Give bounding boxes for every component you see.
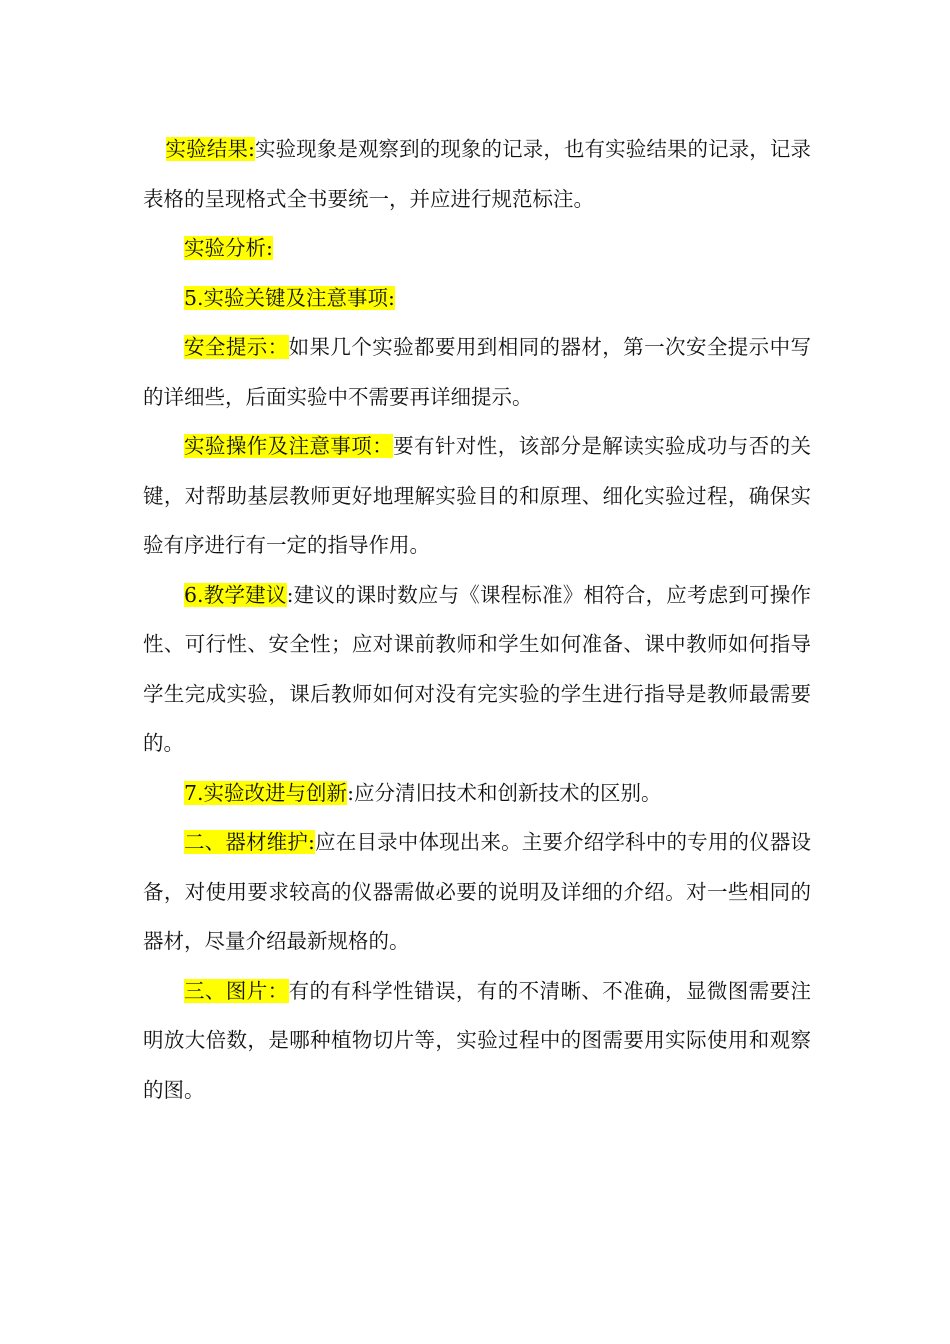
paragraph-operation-notes: [143, 422, 811, 571]
paragraph-experiment-results: [143, 125, 811, 224]
highlighted-heading: 三、图片：: [184, 978, 289, 1003]
paragraph-text: 如果几个实验都要用到相同的器材，第一次安全提示中写的详细些，后面实验中不需要再详细提示。: [143, 335, 812, 409]
highlighted-heading: 安全提示：: [184, 335, 289, 359]
highlighted-heading: 二、器材维护:: [184, 830, 315, 854]
paragraph-equipment-maintenance: [143, 818, 811, 967]
paragraph-text: 实验现象是观察到的现象的记录，也有实验结果的记录，记录表格的呈现格式全书要统一，并应进行规范标注。: [143, 137, 811, 211]
paragraph-improvement-innovation: [143, 769, 811, 819]
highlighted-heading: 6.教学建议: [184, 582, 287, 607]
highlighted-heading: 实验结果:: [165, 137, 255, 161]
paragraph-safety-tips: [143, 323, 811, 422]
highlighted-heading: 实验操作及注意事项：: [184, 434, 394, 458]
document-body: [143, 125, 811, 1115]
paragraph-text: 要有针对性，该部分是解读实验成功与否的关键，对帮助基层教师更好地理解实验目的和原理、细化实验过程，确保实验有序进行有一定的指导作用。: [143, 434, 812, 557]
paragraph-text: 应在目录中体现出来。主要介绍学科中的专用的仪器设备，对使用要求较高的仪器需做必要的说明及详细的介绍。对一些相同的器材，尽量介绍最新规格的。: [143, 830, 811, 953]
paragraph-experiment-analysis: [143, 224, 811, 274]
highlighted-heading: 7.实验改进与创新: [184, 780, 348, 805]
paragraph-pictures: [143, 967, 811, 1116]
paragraph-teaching-suggestions: [143, 571, 811, 769]
paragraph-text: 有的有科学性错误，有的不清晰、不准确，显微图需要注明放大倍数，是哪种植物切片等，实验过程中的图需要用实际使用和观察的图。: [143, 978, 812, 1102]
highlighted-heading: 5.实验关键及注意事项:: [184, 285, 395, 310]
highlighted-heading: 实验分析:: [184, 236, 273, 260]
paragraph-text: :应分清旧技术和创新技术的区别。: [347, 780, 662, 805]
paragraph-key-points: [143, 274, 811, 324]
paragraph-text: :建议的课时数应与《课程标准》相符合，应考虑到可操作性、可行性、安全性；应对课前教师和学生如何准备、课中教师如何指导学生完成实验，课后教师如何对没有完实验的学生进行指导是教师最需要的。: [143, 582, 812, 755]
